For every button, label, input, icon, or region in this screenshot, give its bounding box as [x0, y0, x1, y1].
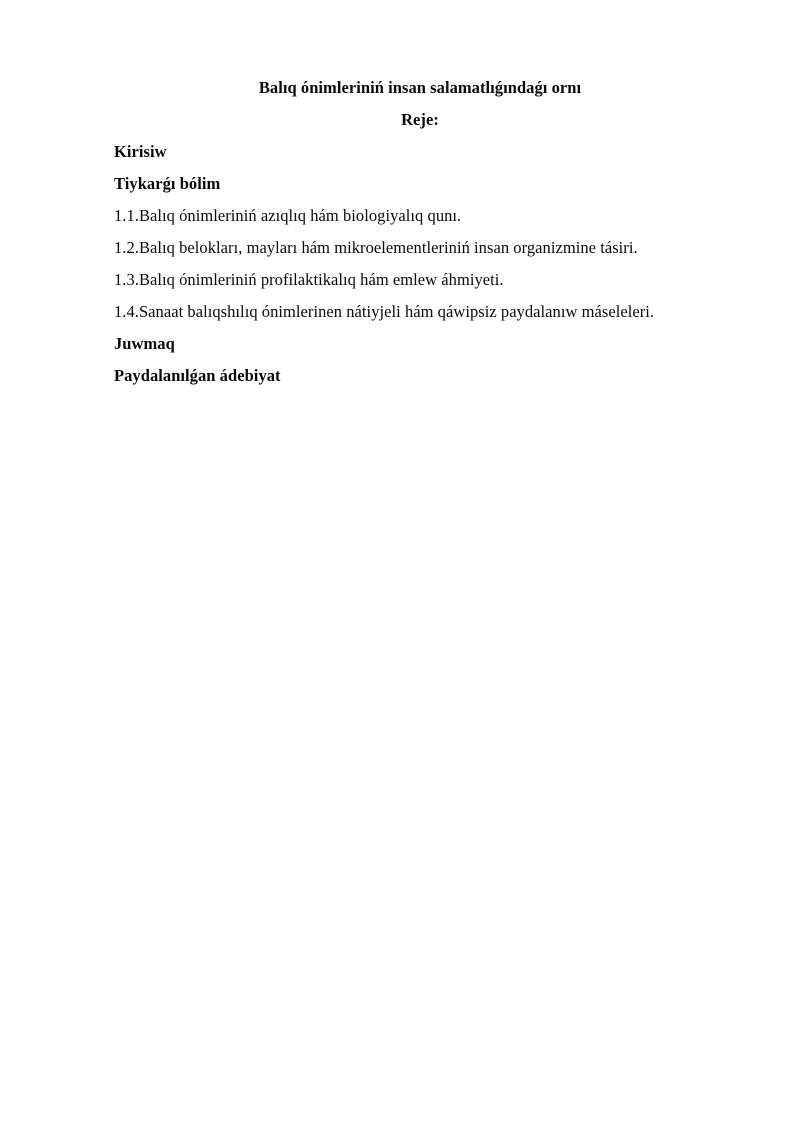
outline-heading-juwmaq: Juwmaq	[114, 334, 175, 353]
outline-item-1-4: 1.4.Sanaat balıqshılıq ónimlerinen nátiyjeli hám qáwipsiz paydalanıw máseleleri.	[114, 302, 655, 321]
outline-heading-paydalanilgan-adebiyat: Paydalanılǵan ádebiyat	[114, 366, 281, 385]
outline-item-1-2: 1.2.Balıq belokları, mayları hám mikroelementleriniń insan organizmine tásiri.	[114, 238, 638, 257]
document-subtitle: Reje:	[401, 110, 439, 129]
outline-item-1-3: 1.3.Balıq ónimleriniń profilaktikalıq hám emlew áhmiyeti.	[114, 270, 504, 289]
document-title: Balıq ónimleriniń insan salamatlıǵındaǵı ornı	[258, 78, 582, 97]
outline-item-1-1: 1.1.Balıq ónimleriniń azıqlıq hám biologiyalıq qunı.	[114, 206, 462, 225]
outline-heading-tiykargi-bolim: Tiykarǵı bólim	[114, 174, 221, 193]
document-body	[114, 72, 726, 392]
outline-heading-kirisiw: Kirisiw	[114, 142, 167, 161]
